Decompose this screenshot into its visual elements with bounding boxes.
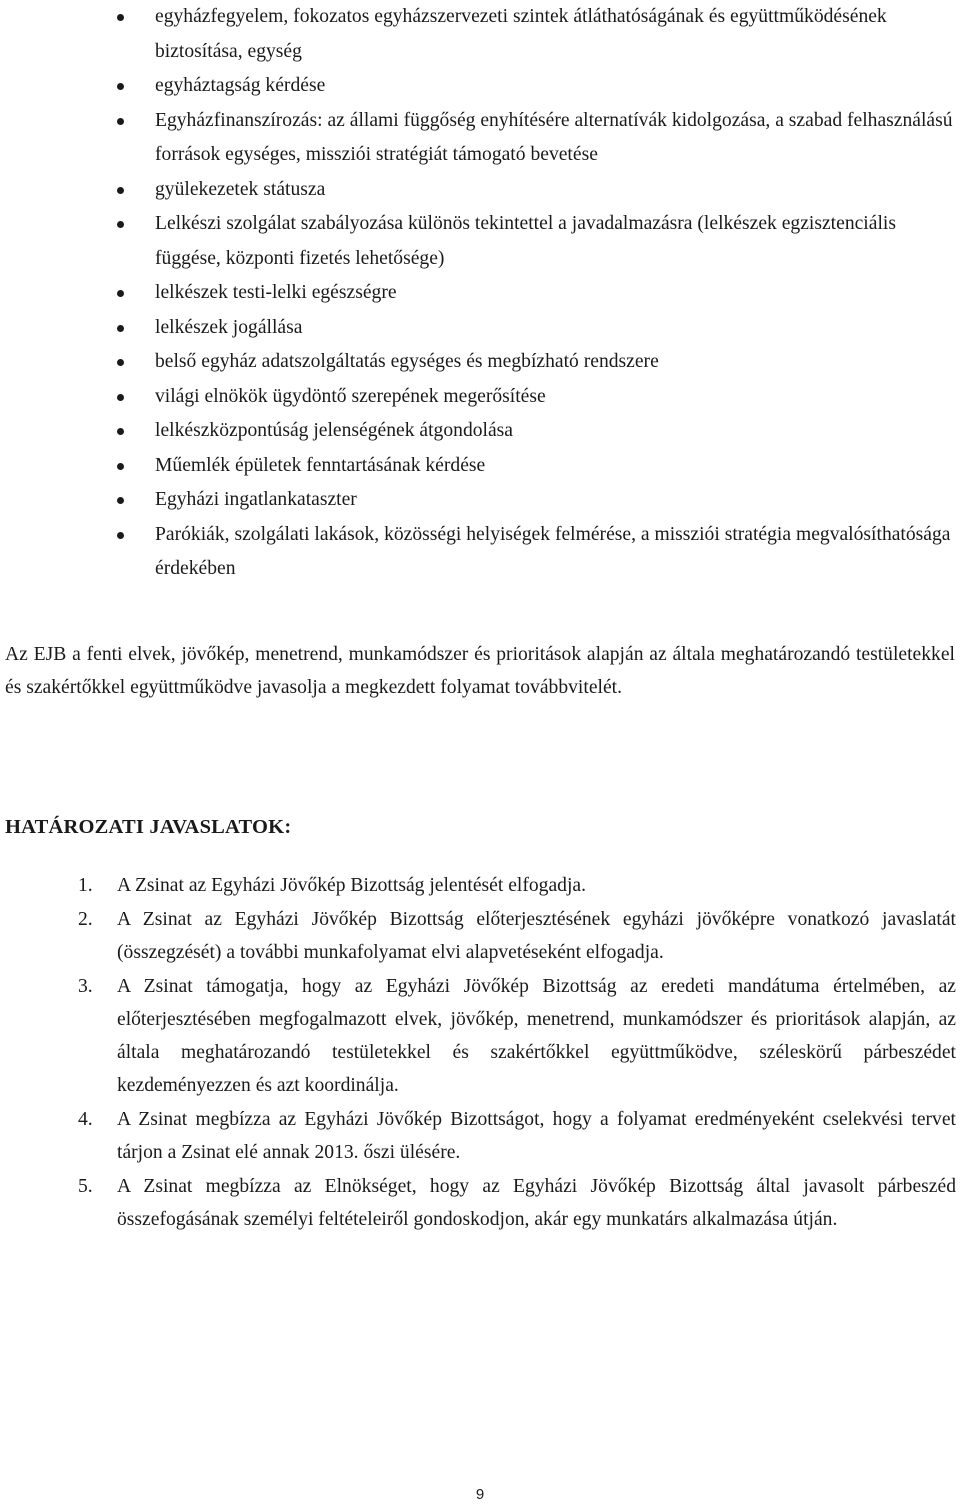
bullet-icon — [117, 83, 124, 90]
page-number: 9 — [475, 1486, 485, 1503]
bullet-icon — [117, 187, 124, 194]
bullet-icon — [117, 497, 124, 504]
bullet-item — [0, 311, 960, 346]
bullet-text: egyháztagság kérdése — [155, 75, 326, 96]
resolution-number: 2. — [78, 909, 93, 930]
resolution-item — [0, 903, 960, 969]
resolution-number: 1. — [78, 875, 93, 896]
resolution-item — [0, 1103, 960, 1169]
topic-bullet-list — [0, 0, 960, 587]
bullet-text: egyházfegyelem, fokozatos egyházszervezeti szintek átláthatóságának és együttműködésének biztosítása, egység — [155, 6, 887, 62]
resolution-number: 5. — [78, 1176, 93, 1197]
bullet-icon — [117, 394, 124, 401]
resolution-text: A Zsinat támogatja, hogy az Egyházi Jövőkép Bizottság az eredeti mandátuma értelmében, az előterjesztésében megfogalmazott elvek, jövőkép, menetrend, munkamódszer és prioritások alapján, az általa meghatározandó testületekkel és szakértőkkel együttműködve, széleskörű párbeszédet kezdeményezzen és azt koordinálja. — [117, 976, 956, 1096]
resolution-item — [0, 970, 960, 1102]
summary-paragraph: Az EJB a fenti elvek, jövőkép, menetrend, munkamódszer és prioritások alapján az általa meghatározandó testületekkel és szakértőkkel együttműködve javasolja a megkezdett folyamat továbbvitelét. — [5, 644, 955, 698]
bullet-item — [0, 276, 960, 311]
bullet-text: világi elnökök ügydöntő szerepének megerősítése — [155, 385, 546, 407]
bullet-icon — [117, 221, 124, 228]
resolution-text: A Zsinat az Egyházi Jövőkép Bizottság jelentését elfogadja. — [117, 875, 587, 896]
bullet-item — [0, 518, 960, 587]
bullet-item — [0, 449, 960, 484]
resolution-text: A Zsinat megbízza az Egyházi Jövőkép Bizottságot, hogy a folyamat eredményeként cselekvési tervet tárjon a Zsinat elé annak 2013. őszi ülésére. — [117, 1109, 956, 1163]
bullet-icon — [117, 463, 124, 470]
bullet-text: lelkészek testi-lelki egészségre — [155, 282, 397, 303]
bullet-icon — [117, 428, 124, 435]
bullet-item — [0, 380, 960, 415]
bullet-text: Műemlék épületek fenntartásának kérdése — [155, 454, 486, 476]
bullet-icon — [117, 290, 124, 297]
bullet-item — [0, 207, 960, 276]
bullet-text: lelkészközpontúság jelenségének átgondolása — [155, 420, 514, 441]
resolution-text: A Zsinat az Egyházi Jövőkép Bizottság előterjesztésének egyházi jövőképre vonatkozó javaslatát (összegzését) a további munkafolyamat elvi alapvetéseként elfogadja. — [117, 909, 956, 963]
resolution-list — [0, 869, 960, 1236]
bullet-text: Lelkészi szolgálat szabályozása különös tekintettel a javadalmazásra (lelkészek egzisztenciális függése, központi fizetés lehetősége) — [155, 213, 896, 269]
bullet-text: gyülekezetek státusza — [155, 178, 326, 200]
resolution-item — [0, 869, 960, 902]
bullet-item — [0, 173, 960, 208]
bullet-icon — [117, 14, 124, 21]
bullet-item — [0, 483, 960, 518]
bullet-text: lelkészek jogállása — [155, 316, 303, 338]
bullet-text: belső egyház adatszolgáltatás egységes és megbízható rendszere — [155, 351, 659, 372]
bullet-icon — [117, 359, 124, 366]
resolution-item — [0, 1170, 960, 1236]
bullet-item — [0, 0, 960, 69]
resolution-number: 4. — [78, 1109, 93, 1130]
bullet-item — [0, 414, 960, 449]
bullet-item — [0, 104, 960, 173]
bullet-icon — [117, 118, 124, 125]
bullet-item — [0, 345, 960, 380]
bullet-text: Egyházfinanszírozás: az állami függőség enyhítésére alternatívák kidolgozása, a szabad felhasználású források egységes, missziói stratégiát támogató bevetése — [155, 109, 953, 165]
resolution-number: 3. — [78, 976, 93, 997]
bullet-text: Egyházi ingatlankataszter — [155, 489, 357, 510]
bullet-icon — [117, 532, 124, 539]
bullet-text: Parókiák, szolgálati lakások, közösségi helyiségek felmérése, a missziói stratégia megvalósíthatósága érdekében — [155, 523, 951, 579]
bullet-item — [0, 69, 960, 104]
bullet-icon — [117, 325, 124, 332]
resolutions-heading: HATÁROZATI JAVASLATOK: — [5, 816, 292, 838]
resolution-text: A Zsinat megbízza az Elnökséget, hogy az Egyházi Jövőkép Bizottság által javasolt párbeszéd összefogásának személyi feltételeiről gondoskodjon, akár egy munkatárs alkalmazása útján. — [117, 1176, 956, 1230]
